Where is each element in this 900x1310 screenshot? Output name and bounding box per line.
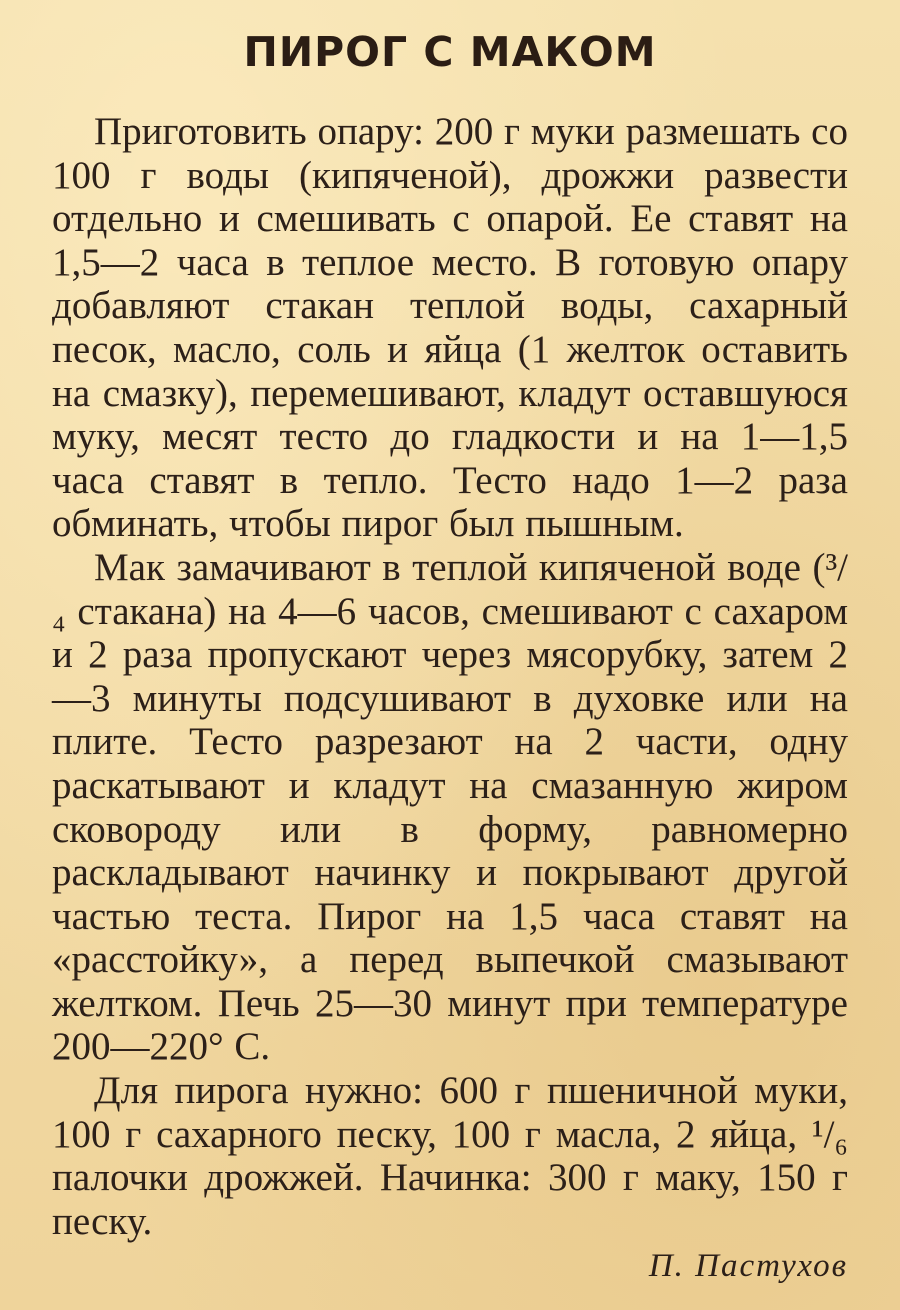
paragraph-filling: Мак замачивают в теплой кипяченой воде (³/₄ стакана) на 4—6 часов, смешивают с сахаром и 2 раза пропускают через мясорубку, затем 2—3 минуты подсушивают в духовке или на плите. Тесто разрезают на 2 части, одну раскатывают и кладут на смазанную жиром сковороду или в форму, равномерно раскладывают начинку и покрывают другой частью теста. Пирог на 1,5 часа ставят на «расстойку», а перед выпечкой смазывают желтком. Печь 25—30 минут при температуре 200—220° С. bbox=[52, 545, 848, 1069]
paragraph-ingredients: Для пирога нужно: 600 г пшеничной муки, 100 г сахарного песку, 100 г масла, 2 яйца, ¹/₆ палочки дрожжей. Начинка: 300 г маку, 150 г песку. bbox=[52, 1069, 848, 1243]
article-body bbox=[52, 110, 848, 1243]
article-title: ПИРОГ С МАКОМ bbox=[243, 28, 657, 76]
paragraph-dough: Приготовить опару: 200 г муки размешать со 100 г воды (кипяченой), дрожжи развести отдельно и смешивать с опарой. Ее ставят на 1,5—2 часа в теплое место. В готовую опару добавляют стакан теплой воды, сахарный песок, масло, соль и яйца (1 желток оставить на смазку), перемешивают, кладут оставшуюся муку, месят тесто до гладкости и на 1—1,5 часа ставят в тепло. Тесто надо 1—2 раза обминать, чтобы пирог был пышным. bbox=[52, 110, 848, 546]
author-signature: П. Пастухов bbox=[648, 1248, 848, 1284]
